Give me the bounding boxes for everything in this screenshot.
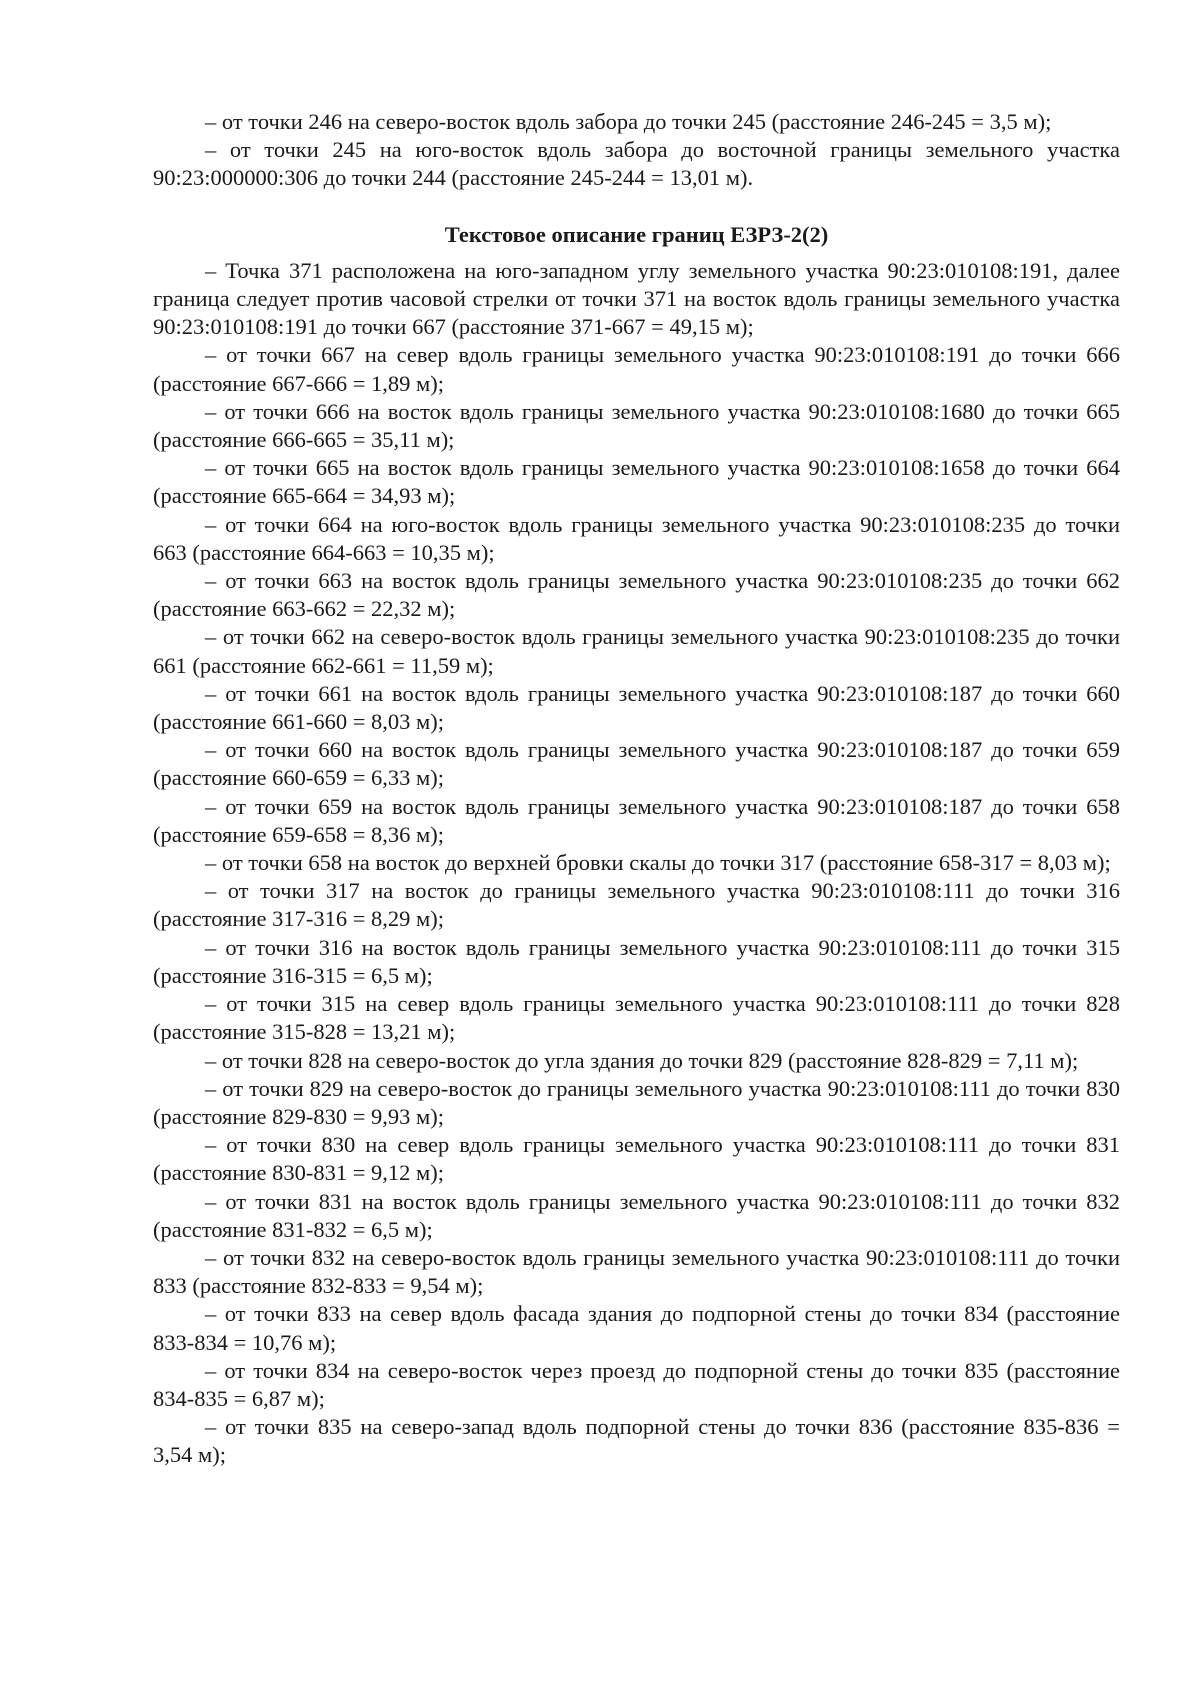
boundary-paragraph: – от точки 832 на северо-восток вдоль границы земельного участка 90:23:010108:111 до точки 833 (расстояние 832-833 = 9,54 м); — [153, 1244, 1120, 1299]
boundary-paragraph: – от точки 660 на восток вдоль границы земельного участка 90:23:010108:187 до точки 659 (расстояние 660-659 = 6,33 м); — [153, 737, 1120, 791]
section-heading: Текстовое описание границ ЕЗРЗ-2(2) — [444, 221, 829, 247]
boundary-paragraph: – от точки 665 на восток вдоль границы земельного участка 90:23:010108:1658 до точки 664 (расстояние 665-664 = 34,93 м); — [153, 455, 1120, 509]
boundary-paragraph: – от точки 831 на восток вдоль границы земельного участка 90:23:010108:111 до точки 832 (расстояние 831-832 = 6,5 м); — [153, 1188, 1120, 1242]
boundary-paragraph: – от точки 833 на север вдоль фасада здания до подпорной стены до точки 834 (расстояние 833-834 = 10,76 м); — [153, 1301, 1120, 1355]
boundary-paragraph: – от точки 834 на северо-восток через проезд до подпорной стены до точки 835 (расстояние 834-835 = 6,87 м); — [153, 1357, 1120, 1411]
boundary-paragraph: – от точки 316 на восток вдоль границы земельного участка 90:23:010108:111 до точки 315 (расстояние 316-315 = 6,5 м); — [153, 934, 1120, 988]
boundary-paragraph: – от точки 835 на северо-запад вдоль подпорной стены до точки 836 (расстояние 835-836 = 3,54 м); — [153, 1414, 1120, 1468]
intro-paragraph: – от точки 245 на юго-восток вдоль забора до восточной границы земельного участка 90:23:000000:306 до точки 244 (расстояние 245-244 = 13,01 м). — [153, 137, 1120, 191]
boundary-paragraph: – от точки 662 на северо-восток вдоль границы земельного участка 90:23:010108:235 до точки 661 (расстояние 662-661 = 11,59 м); — [153, 624, 1120, 678]
boundary-paragraph: – от точки 828 на северо-восток до угла здания до точки 829 (расстояние 828-829 = 7,11 м); — [205, 1047, 1079, 1073]
boundary-paragraph: – от точки 315 на север вдоль границы земельного участка 90:23:010108:111 до точки 828 (расстояние 315-828 = 13,21 м); — [153, 991, 1120, 1045]
boundary-paragraph: – от точки 830 на север вдоль границы земельного участка 90:23:010108:111 до точки 831 (расстояние 830-831 = 9,12 м); — [153, 1132, 1120, 1186]
boundary-paragraph: – от точки 317 на восток до границы земельного участка 90:23:010108:111 до точки 316 (расстояние 317-316 = 8,29 м); — [153, 878, 1120, 932]
boundary-paragraph: – от точки 659 на восток вдоль границы земельного участка 90:23:010108:187 до точки 658 (расстояние 659-658 = 8,36 м); — [153, 793, 1120, 847]
boundary-paragraph: – от точки 664 на юго-восток вдоль границы земельного участка 90:23:010108:235 до точки 663 (расстояние 664-663 = 10,35 м); — [153, 511, 1120, 565]
boundary-paragraph: – Точка 371 расположена на юго-западном углу земельного участка 90:23:010108:191, далее граница следует против часовой стрелки от точки 371 на восток вдоль границы земельного участка 90:23:010108:191 до точки 667 (расстояние 371-667 = 49,15 м); — [153, 257, 1120, 340]
boundary-paragraph: – от точки 663 на восток вдоль границы земельного участка 90:23:010108:235 до точки 662 (расстояние 663-662 = 22,32 м); — [153, 568, 1120, 622]
boundary-paragraph: – от точки 667 на север вдоль границы земельного участка 90:23:010108:191 до точки 666 (расстояние 667-666 = 1,89 м); — [153, 342, 1120, 396]
boundary-paragraph: – от точки 829 на северо-восток до границы земельного участка 90:23:010108:111 до точки 830 (расстояние 829-830 = 9,93 м); — [153, 1075, 1120, 1129]
boundary-paragraph: – от точки 658 на восток до верхней бровки скалы до точки 317 (расстояние 658-317 = 8,03 м); — [205, 850, 1111, 876]
boundary-paragraph: – от точки 666 на восток вдоль границы земельного участка 90:23:010108:1680 до точки 665 (расстояние 666-665 = 35,11 м); — [153, 398, 1120, 453]
document-text — [153, 108, 1120, 1470]
intro-paragraph: – от точки 246 на северо-восток вдоль забора до точки 245 (расстояние 246-245 = 3,5 м); — [205, 109, 1052, 134]
boundary-paragraph: – от точки 661 на восток вдоль границы земельного участка 90:23:010108:187 до точки 660 (расстояние 661-660 = 8,03 м); — [153, 680, 1120, 735]
